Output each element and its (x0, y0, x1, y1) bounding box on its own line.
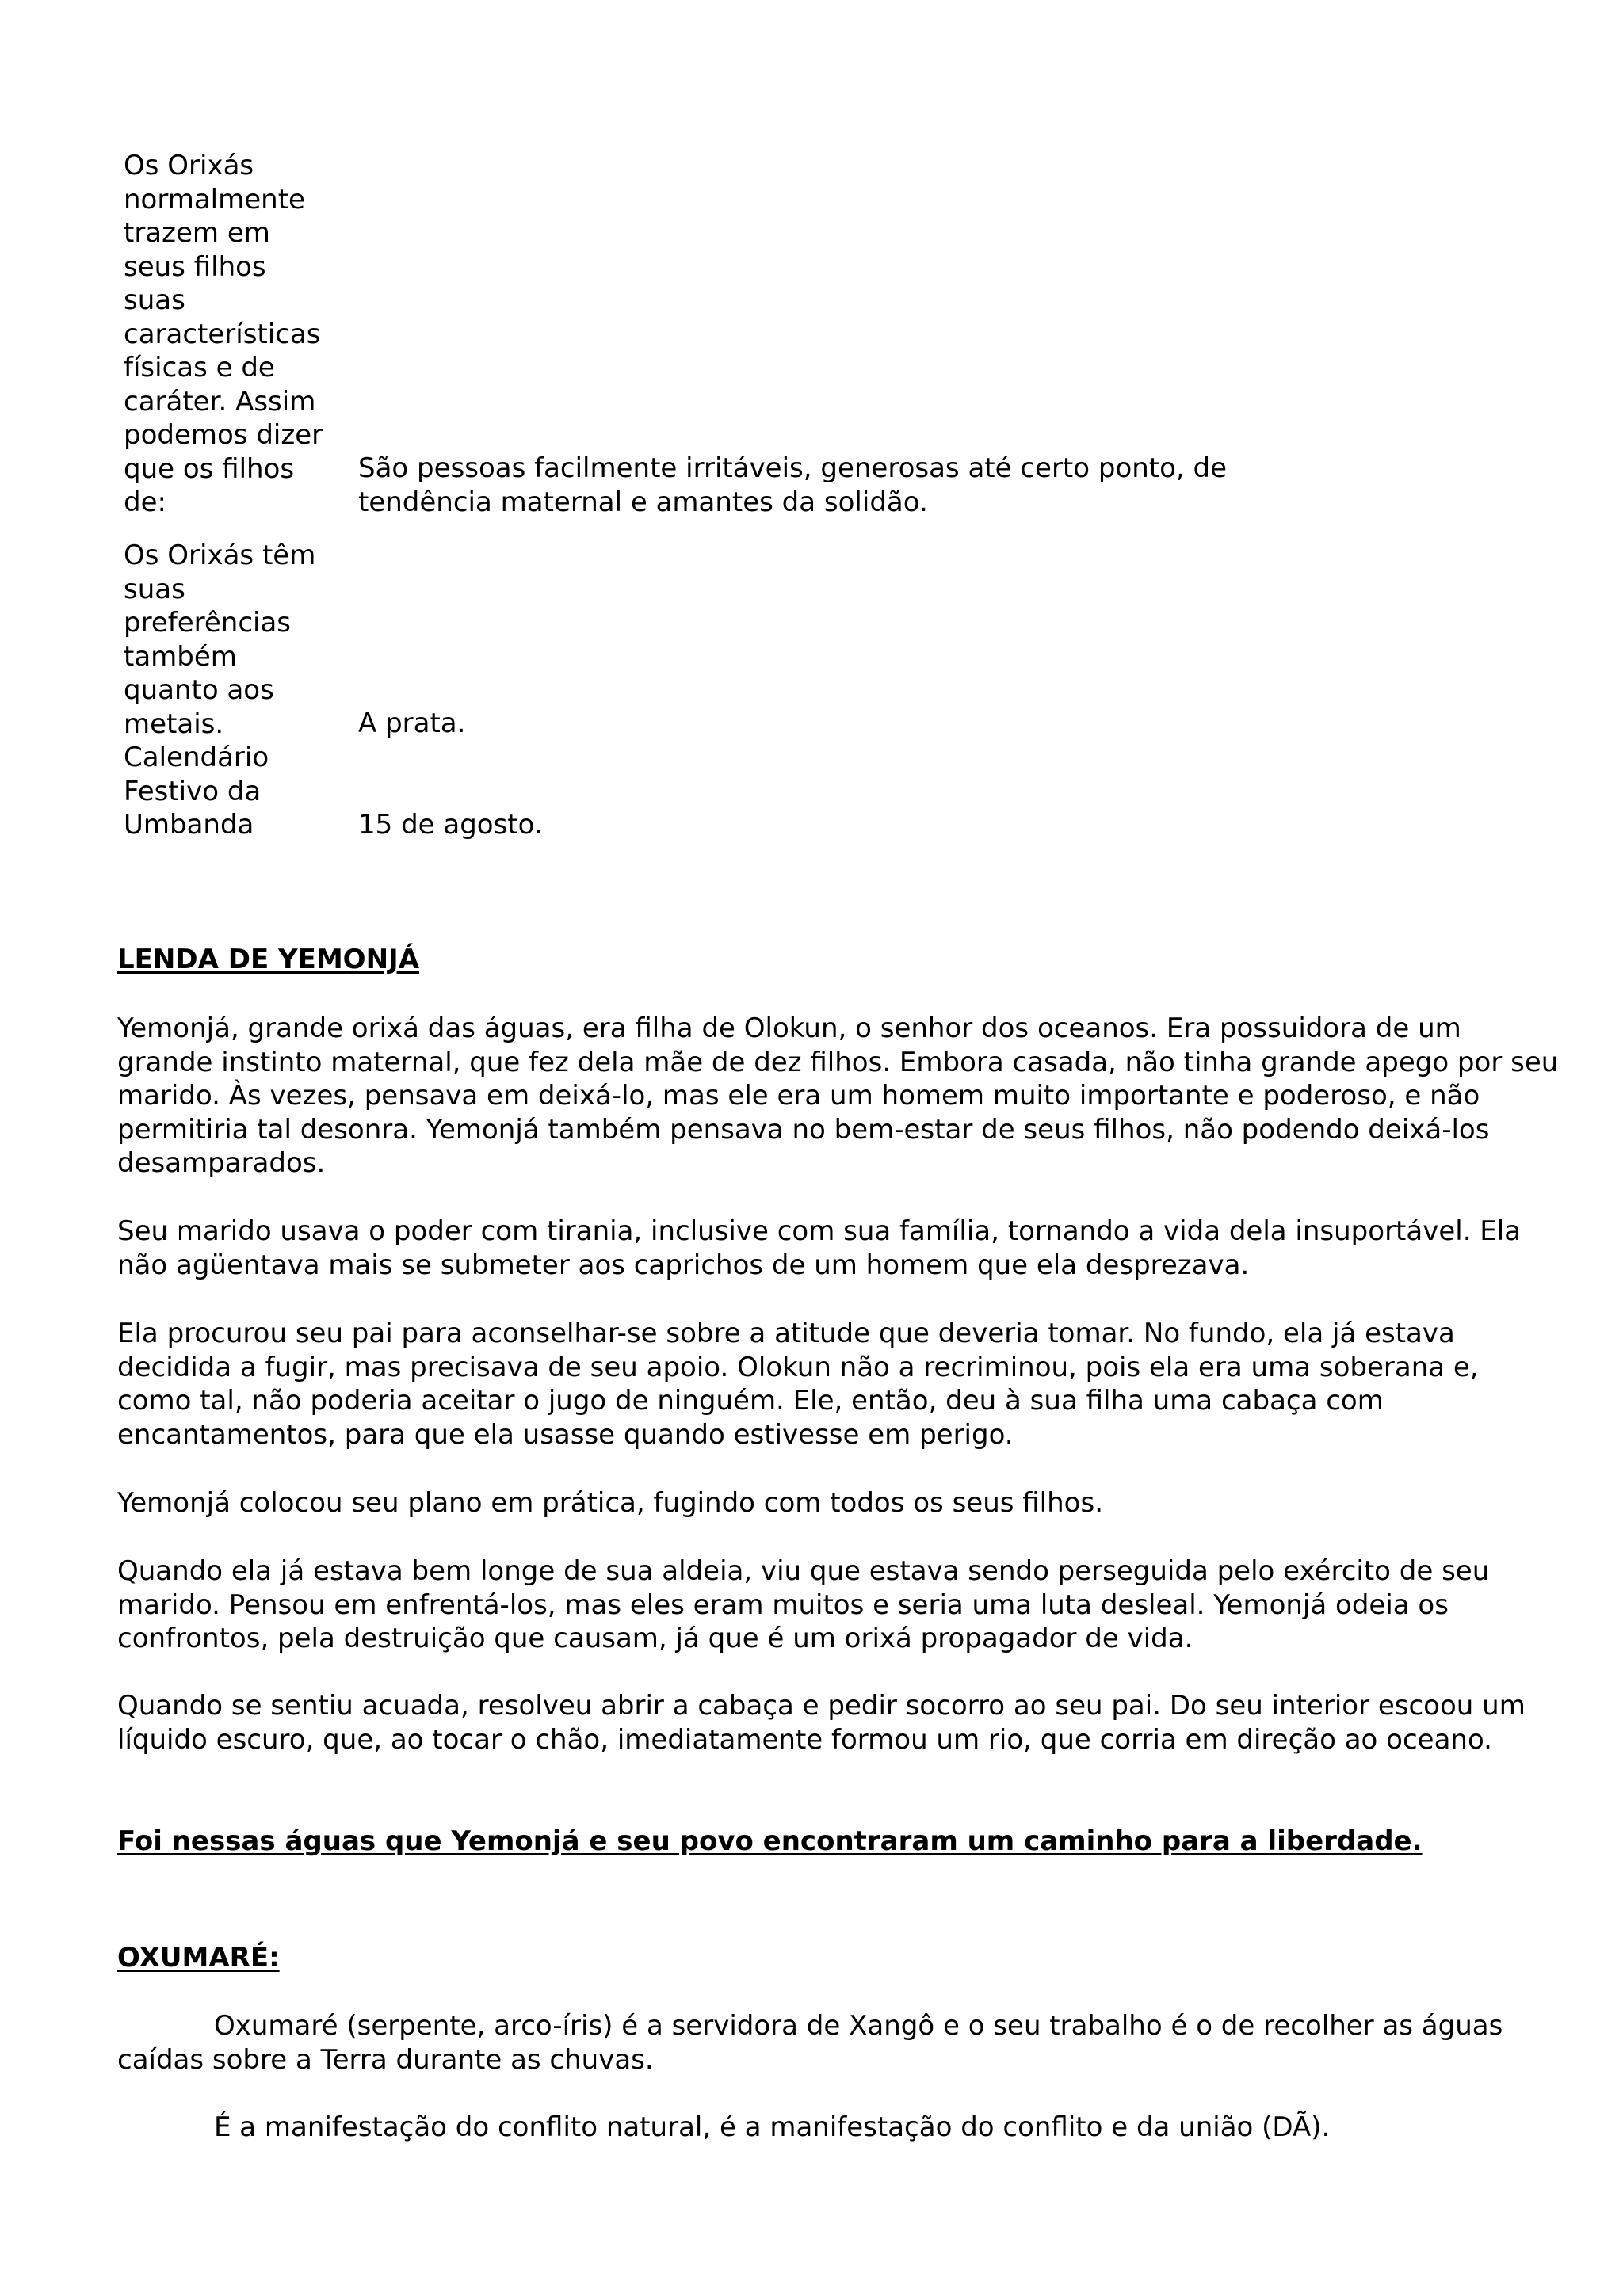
oxumare-paragraph-1: Oxumaré (serpente, arco-íris) é a servidora de Xangô e o seu trabalho é o de recolher as águas caídas sobre a Terra durante as chuvas. (117, 2010, 1503, 2076)
legend-paragraph-6: Quando se sentiu acuada, resolveu abrir a cabaça e pedir socorro ao seu pai. Do seu interior escoou um líquido escuro, que, ao tocar o chão, imediatamente formou um rio, que corria em direção ao oceano. (117, 1690, 1526, 1756)
oxumare-heading: OXUMARÉ: (117, 1942, 280, 1974)
legend-paragraph-2: Seu marido usava o poder com tirania, inclusive com sua família, tornando a vida dela insuportável. Ela não agüentava mais se submeter aos caprichos de um homem que ela desprezava. (117, 1215, 1522, 1281)
table-row-value-calendar: 15 de agosto. (358, 809, 543, 841)
table-row-value-characteristics: São pessoas facilmente irritáveis, generosas até certo ponto, de tendência maternal e amantes da solidão. (358, 452, 1228, 518)
legend-closing: Foi nessas águas que Yemonjá e seu povo encontraram um caminho para a liberdade. (117, 1825, 1423, 1857)
legend-paragraph-4: Yemonjá colocou seu plano em prática, fugindo com todos os seus filhos. (117, 1487, 1104, 1519)
legend-paragraph-5: Quando ela já estava bem longe de sua aldeia, viu que estava sendo perseguida pelo exército de seu marido. Pensou em enfrentá-los, mas eles eram muitos e seria uma luta desleal. Yemonjá odeia os confrontos, pela destruição que causam, já que é um orixá propagador de vida. (117, 1555, 1490, 1654)
table-row-label-characteristics: Os Orixás normalmente trazem em seus filhos suas características físicas e de caráter. Assim podemos dizer que os filhos de: (124, 150, 323, 518)
legend-heading: LENDA DE YEMONJÁ (117, 944, 420, 975)
legend-paragraph-1: Yemonjá, grande orixá das águas, era filha de Olokun, o senhor dos oceanos. Era possuidora de um grande instinto maternal, que fez dela mãe de dez filhos. Embora casada, não tinha grande apego por seu marido. Às vezes, pensava em deixá-lo, mas ele era um homem muito importante e poderoso, e não permitiria tal desonra. Yemonjá também pensava no bem-estar de seus filhos, não podendo deixá-los desamparados. (117, 1013, 1559, 1179)
legend-paragraph-3: Ela procurou seu pai para aconselhar-se sobre a atitude que deveria tomar. No fundo, ela já estava decidida a fugir, mas precisava de seu apoio. Olokun não a recriminou, pois ela era uma soberana e, como tal, não poderia aceitar o jugo de ninguém. Ele, então, deu à sua filha uma cabaça com encantamentos, para que ela usasse quando estivesse em perigo. (117, 1318, 1479, 1451)
oxumare-paragraph-2: É a manifestação do conflito natural, é a manifestação do conflito e da união (DÃ). (214, 2111, 1331, 2143)
table-row-label-metals: Os Orixás têm suas preferências também quanto aos metais. (124, 540, 316, 740)
table-row-value-metals: A prata. (358, 707, 466, 739)
table-row-label-calendar: Calendário Festivo da Umbanda (124, 742, 269, 841)
